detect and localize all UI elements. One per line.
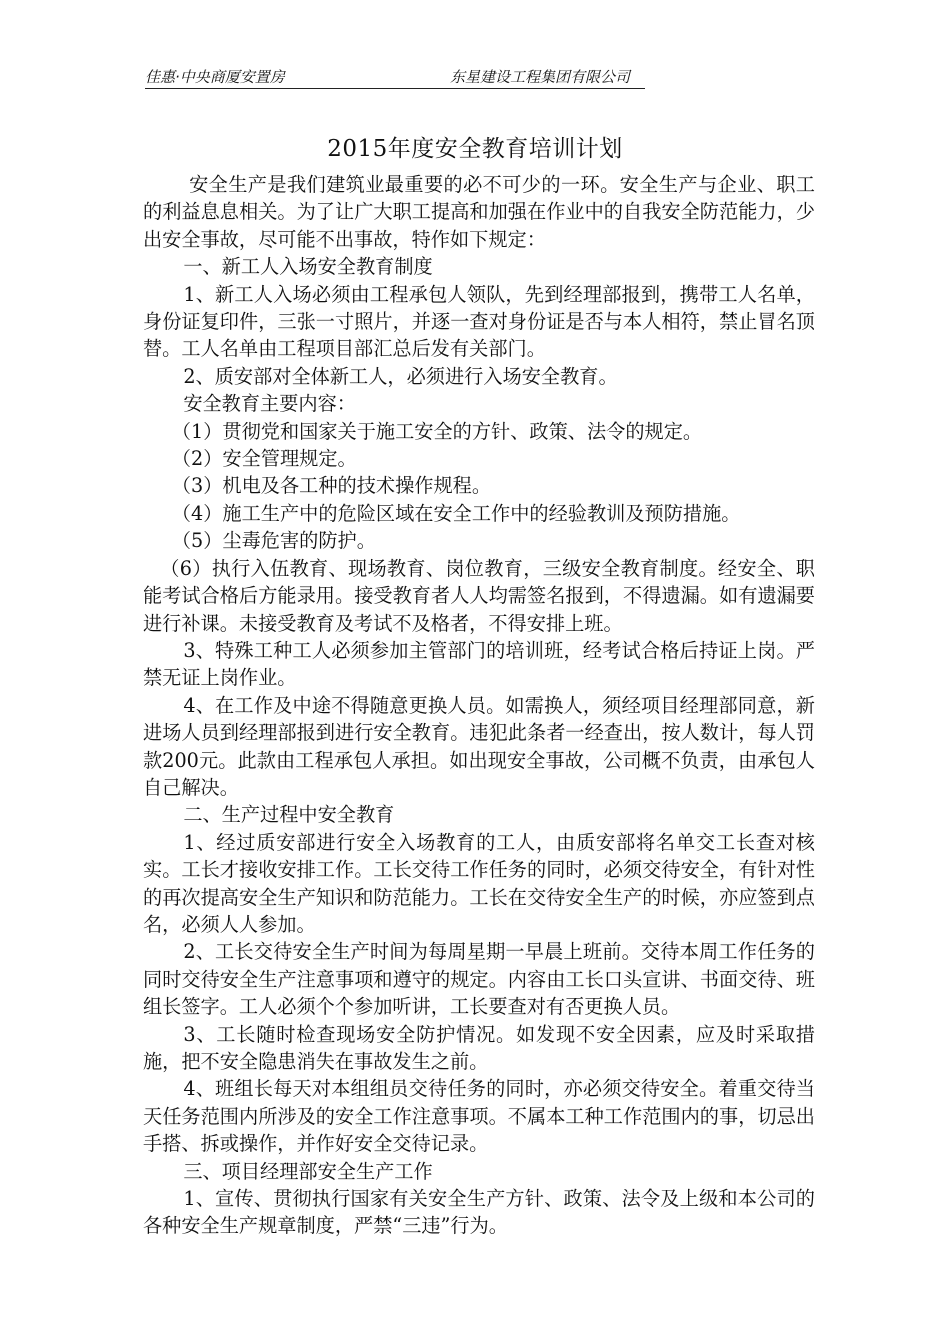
paragraph: 1、新工人入场必须由工程承包人领队，先到经理部报到，携带工人名单，身份证复印件，三张一寸照片，并逐一查对身份证是否与本人相符，禁止冒名顶替。工人名单由工程项目部汇总后发有关部门。 — [143, 282, 815, 361]
paragraph: 3、特殊工种工人必须参加主管部门的培训班，经考试合格后持证上岗。严禁无证上岗作业。 — [143, 638, 815, 690]
list-item: （5）尘毒危害的防护。 — [171, 529, 376, 553]
subheading: 安全教育主要内容： — [183, 392, 356, 416]
document-body — [143, 171, 815, 1240]
header-project-name: 佳惠·中央商厦安置房 — [145, 68, 285, 86]
header-company-name: 东星建设工程集团有限公司 — [450, 68, 631, 86]
list-item: （2）安全管理规定。 — [171, 447, 357, 471]
page-header — [145, 66, 645, 89]
list-item: （4）施工生产中的危险区域在安全工作中的经验教训及预防措施。 — [171, 501, 741, 525]
section-heading-1: 一、新工人入场安全教育制度 — [183, 255, 433, 279]
intro-paragraph: 安全生产是我们建筑业最重要的必不可少的一环。安全生产与企业、职工的利益息息相关。为了让广大职工提高和加强在作业中的自我安全防范能力，少出安全事故，尽可能不出事故，特作如下规定： — [143, 173, 815, 251]
list-item: （3）机电及各工种的技术操作规程。 — [171, 474, 492, 498]
paragraph: 4、在工作及中途不得随意更换人员。如需换人，须经项目经理部同意，新进场人员到经理部报到进行安全教育。违犯此条者一经查出，按人数计，每人罚款200元。此款由工程承包人承担。如出现安全事故，公司概不负责，由承包人自己解决。 — [143, 693, 815, 799]
list-item: （6）执行入伍教育、现场教育、岗位教育，三级安全教育制度。经安全、职能考试合格后方能录用。接受教育者人人均需签名报到，不得遗漏。如有遗漏要进行补课。未接受教育及考试不及格者，不得安排上班。 — [143, 556, 815, 635]
section-heading-2: 二、生产过程中安全教育 — [183, 803, 395, 827]
section-heading-3: 三、项目经理部安全生产工作 — [183, 1159, 433, 1183]
paragraph: 3、工长随时检查现场安全防护情况。如发现不安全因素，应及时采取措施，把不安全隐患消失在事故发生之前。 — [143, 1022, 815, 1073]
paragraph: 2、质安部对全体新工人，必须进行入场安全教育。 — [183, 364, 618, 388]
document-title: 2015年度安全教育培训计划 — [327, 136, 623, 162]
list-item: （1）贯彻党和国家关于施工安全的方针、政策、法令的规定。 — [171, 419, 703, 443]
paragraph: 1、经过质安部进行安全入场教育的工人，由质安部将名单交工长查对核实。工长才接收安排工作。工长交待工作任务的同时，必须交待安全，有针对性的再次提高安全生产知识和防范能力。工长在交待安全生产的时候，亦应签到点名，必须人人参加。 — [143, 830, 815, 936]
paragraph: 1、宣传、贯彻执行国家有关安全生产方针、政策、法令及上级和本公司的各种安全生产规章制度，严禁“三违”行为。 — [143, 1187, 815, 1238]
paragraph: 2、工长交待安全生产时间为每周星期一早晨上班前。交待本周工作任务的同时交待安全生产注意事项和遵守的规定。内容由工长口头宣讲、书面交待、班组长签字。工人必须个个参加听讲，工长要查对有否更换人员。 — [143, 940, 815, 1019]
paragraph: 4、班组长每天对本组组员交待任务的同时，亦必须交待安全。着重交待当天任务范围内所涉及的安全工作注意事项。不属本工种工作范围内的事，切忌出手搭、拆或操作，并作好安全交待记录。 — [143, 1077, 815, 1156]
